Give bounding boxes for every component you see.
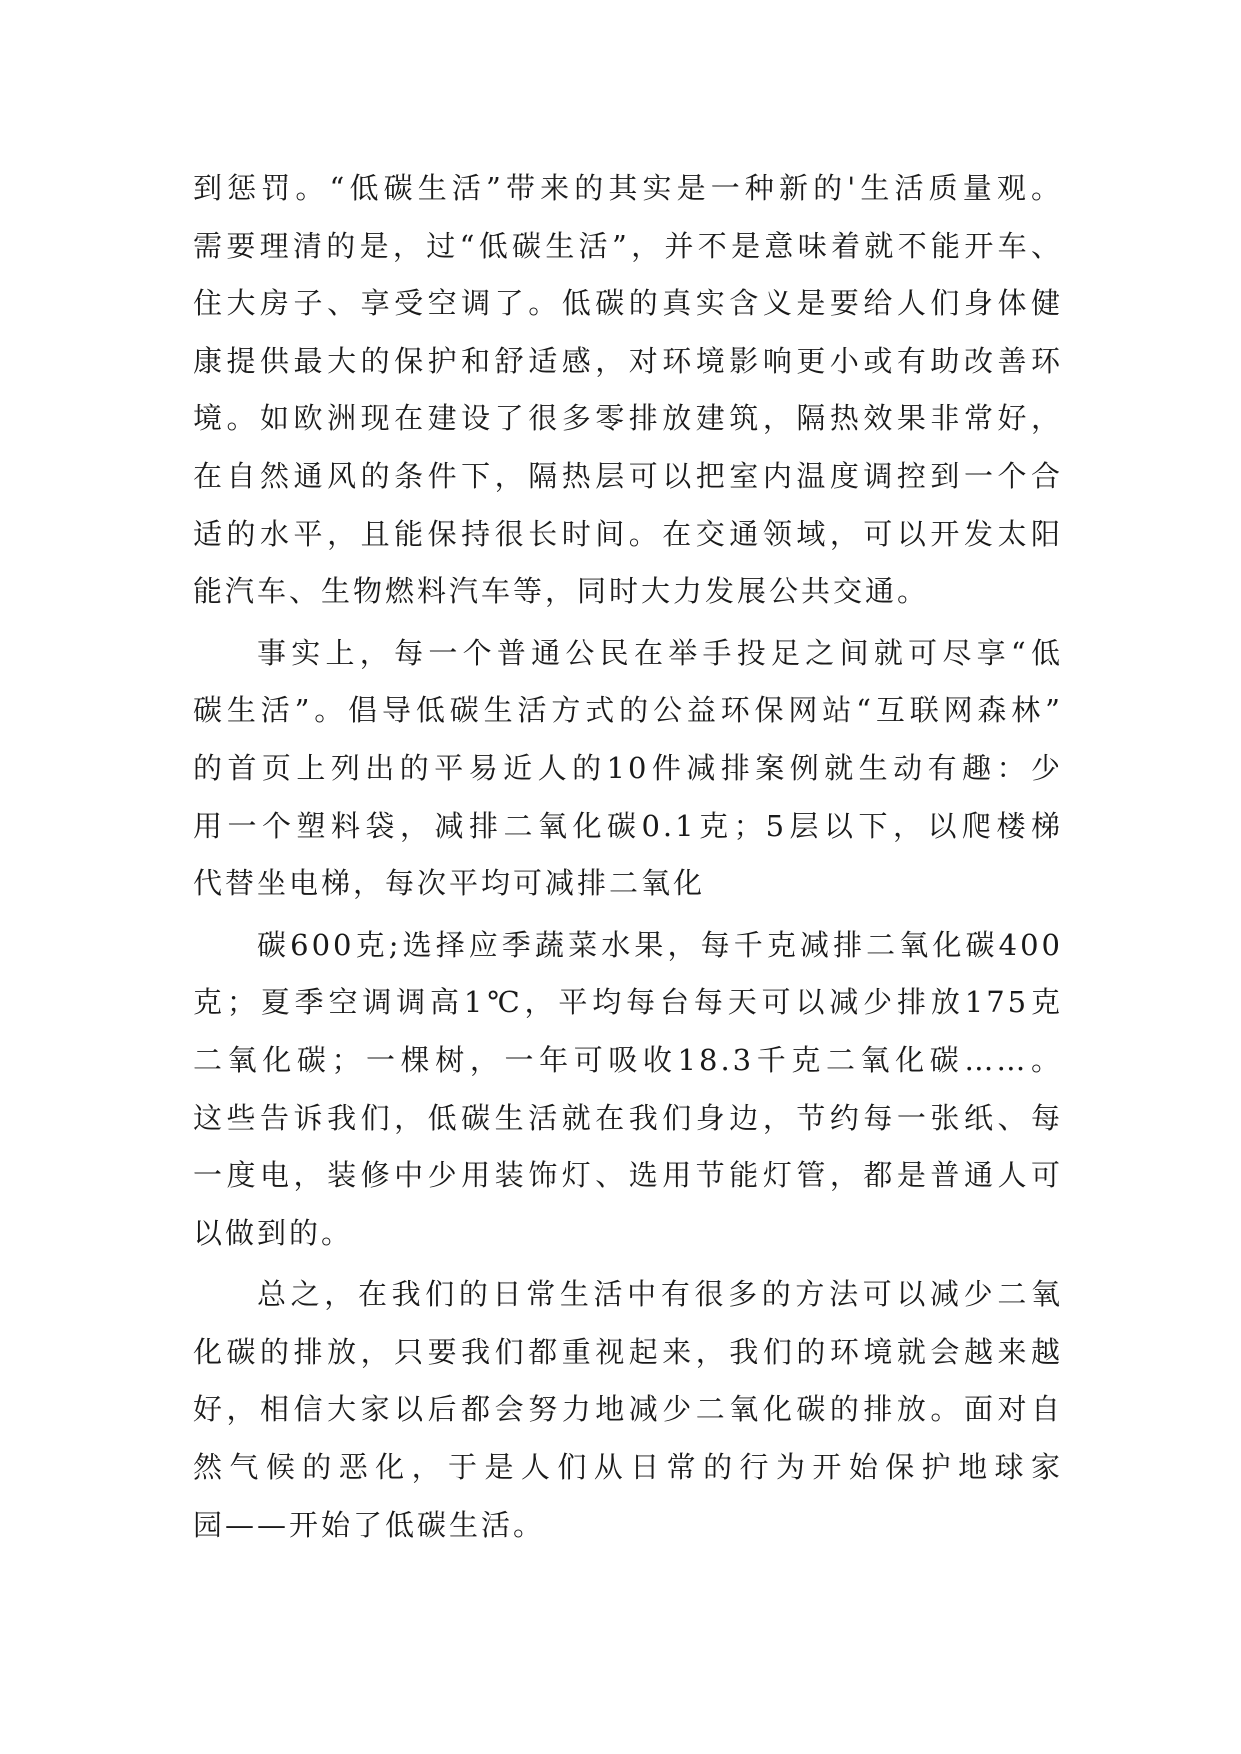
text-line: 用一个塑料袋，减排二氧化碳0.1克；5层以下，以爬楼梯 xyxy=(193,808,1063,843)
text-line: 一度电，装修中少用装饰灯、选用节能灯管，都是普通人可 xyxy=(193,1158,1063,1193)
text-line: 化碳的排放，只要我们都重视起来，我们的环境就会越来越 xyxy=(193,1334,1063,1369)
paragraph-4 xyxy=(193,1266,1063,1554)
body-text xyxy=(193,160,1063,1554)
text-line: 境。如欧洲现在建设了很多零排放建筑，隔热效果非常好， xyxy=(193,401,1063,436)
text-line: 需要理清的是，过“低碳生活”，并不是意味着就不能开车、 xyxy=(193,228,1063,263)
paragraph-1 xyxy=(193,160,1063,621)
text-line: 以做到的。 xyxy=(193,1215,354,1250)
text-line: 在自然通风的条件下，隔热层可以把室内温度调控到一个合 xyxy=(193,458,1063,493)
paragraph-2 xyxy=(193,625,1063,913)
text-line: 到惩罚。“低碳生活”带来的其实是一种新的'生活质量观。 xyxy=(193,171,1063,205)
text-line: 好，相信大家以后都会努力地减少二氧化碳的排放。面对自 xyxy=(193,1392,1063,1427)
text-line: 能汽车、生物燃料汽车等，同时大力发展公共交通。 xyxy=(193,574,930,609)
text-line: 碳生活”。倡导低碳生活方式的公益环保网站“互联网森林” xyxy=(193,693,1063,728)
text-line: 代替坐电梯，每次平均可减排二氧化 xyxy=(193,866,706,901)
paragraph-3 xyxy=(193,917,1063,1263)
text-line: 碳600克;选择应季蔬菜水果，每千克减排二氧化碳400 xyxy=(257,927,1063,962)
text-line: 总之，在我们的日常生活中有很多的方法可以减少二氧 xyxy=(257,1277,1063,1312)
text-line: 这些告诉我们，低碳生活就在我们身边，节约每一张纸、每 xyxy=(193,1100,1063,1135)
text-line: 住大房子、享受空调了。低碳的真实含义是要给人们身体健 xyxy=(193,286,1063,321)
text-line: 适的水平，且能保持很长时间。在交通领域，可以开发太阳 xyxy=(193,516,1063,551)
text-line: 园——开始了低碳生活。 xyxy=(193,1507,546,1542)
text-line: 事实上，每一个普通公民在举手投足之间就可尽享“低 xyxy=(257,635,1063,670)
text-line: 康提供最大的保护和舒适感，对环境影响更小或有助改善环 xyxy=(193,343,1063,378)
text-line: 克；夏季空调调高1℃，平均每台每天可以减少排放175克 xyxy=(193,985,1063,1020)
text-line: 然气候的恶化，于是人们从日常的行为开始保护地球家 xyxy=(193,1450,1063,1485)
text-line: 二氧化碳；一棵树，一年可吸收18.3千克二氧化碳……。 xyxy=(193,1042,1063,1077)
text-line: 的首页上列出的平易近人的10件减排案例就生动有趣：少 xyxy=(193,750,1063,785)
